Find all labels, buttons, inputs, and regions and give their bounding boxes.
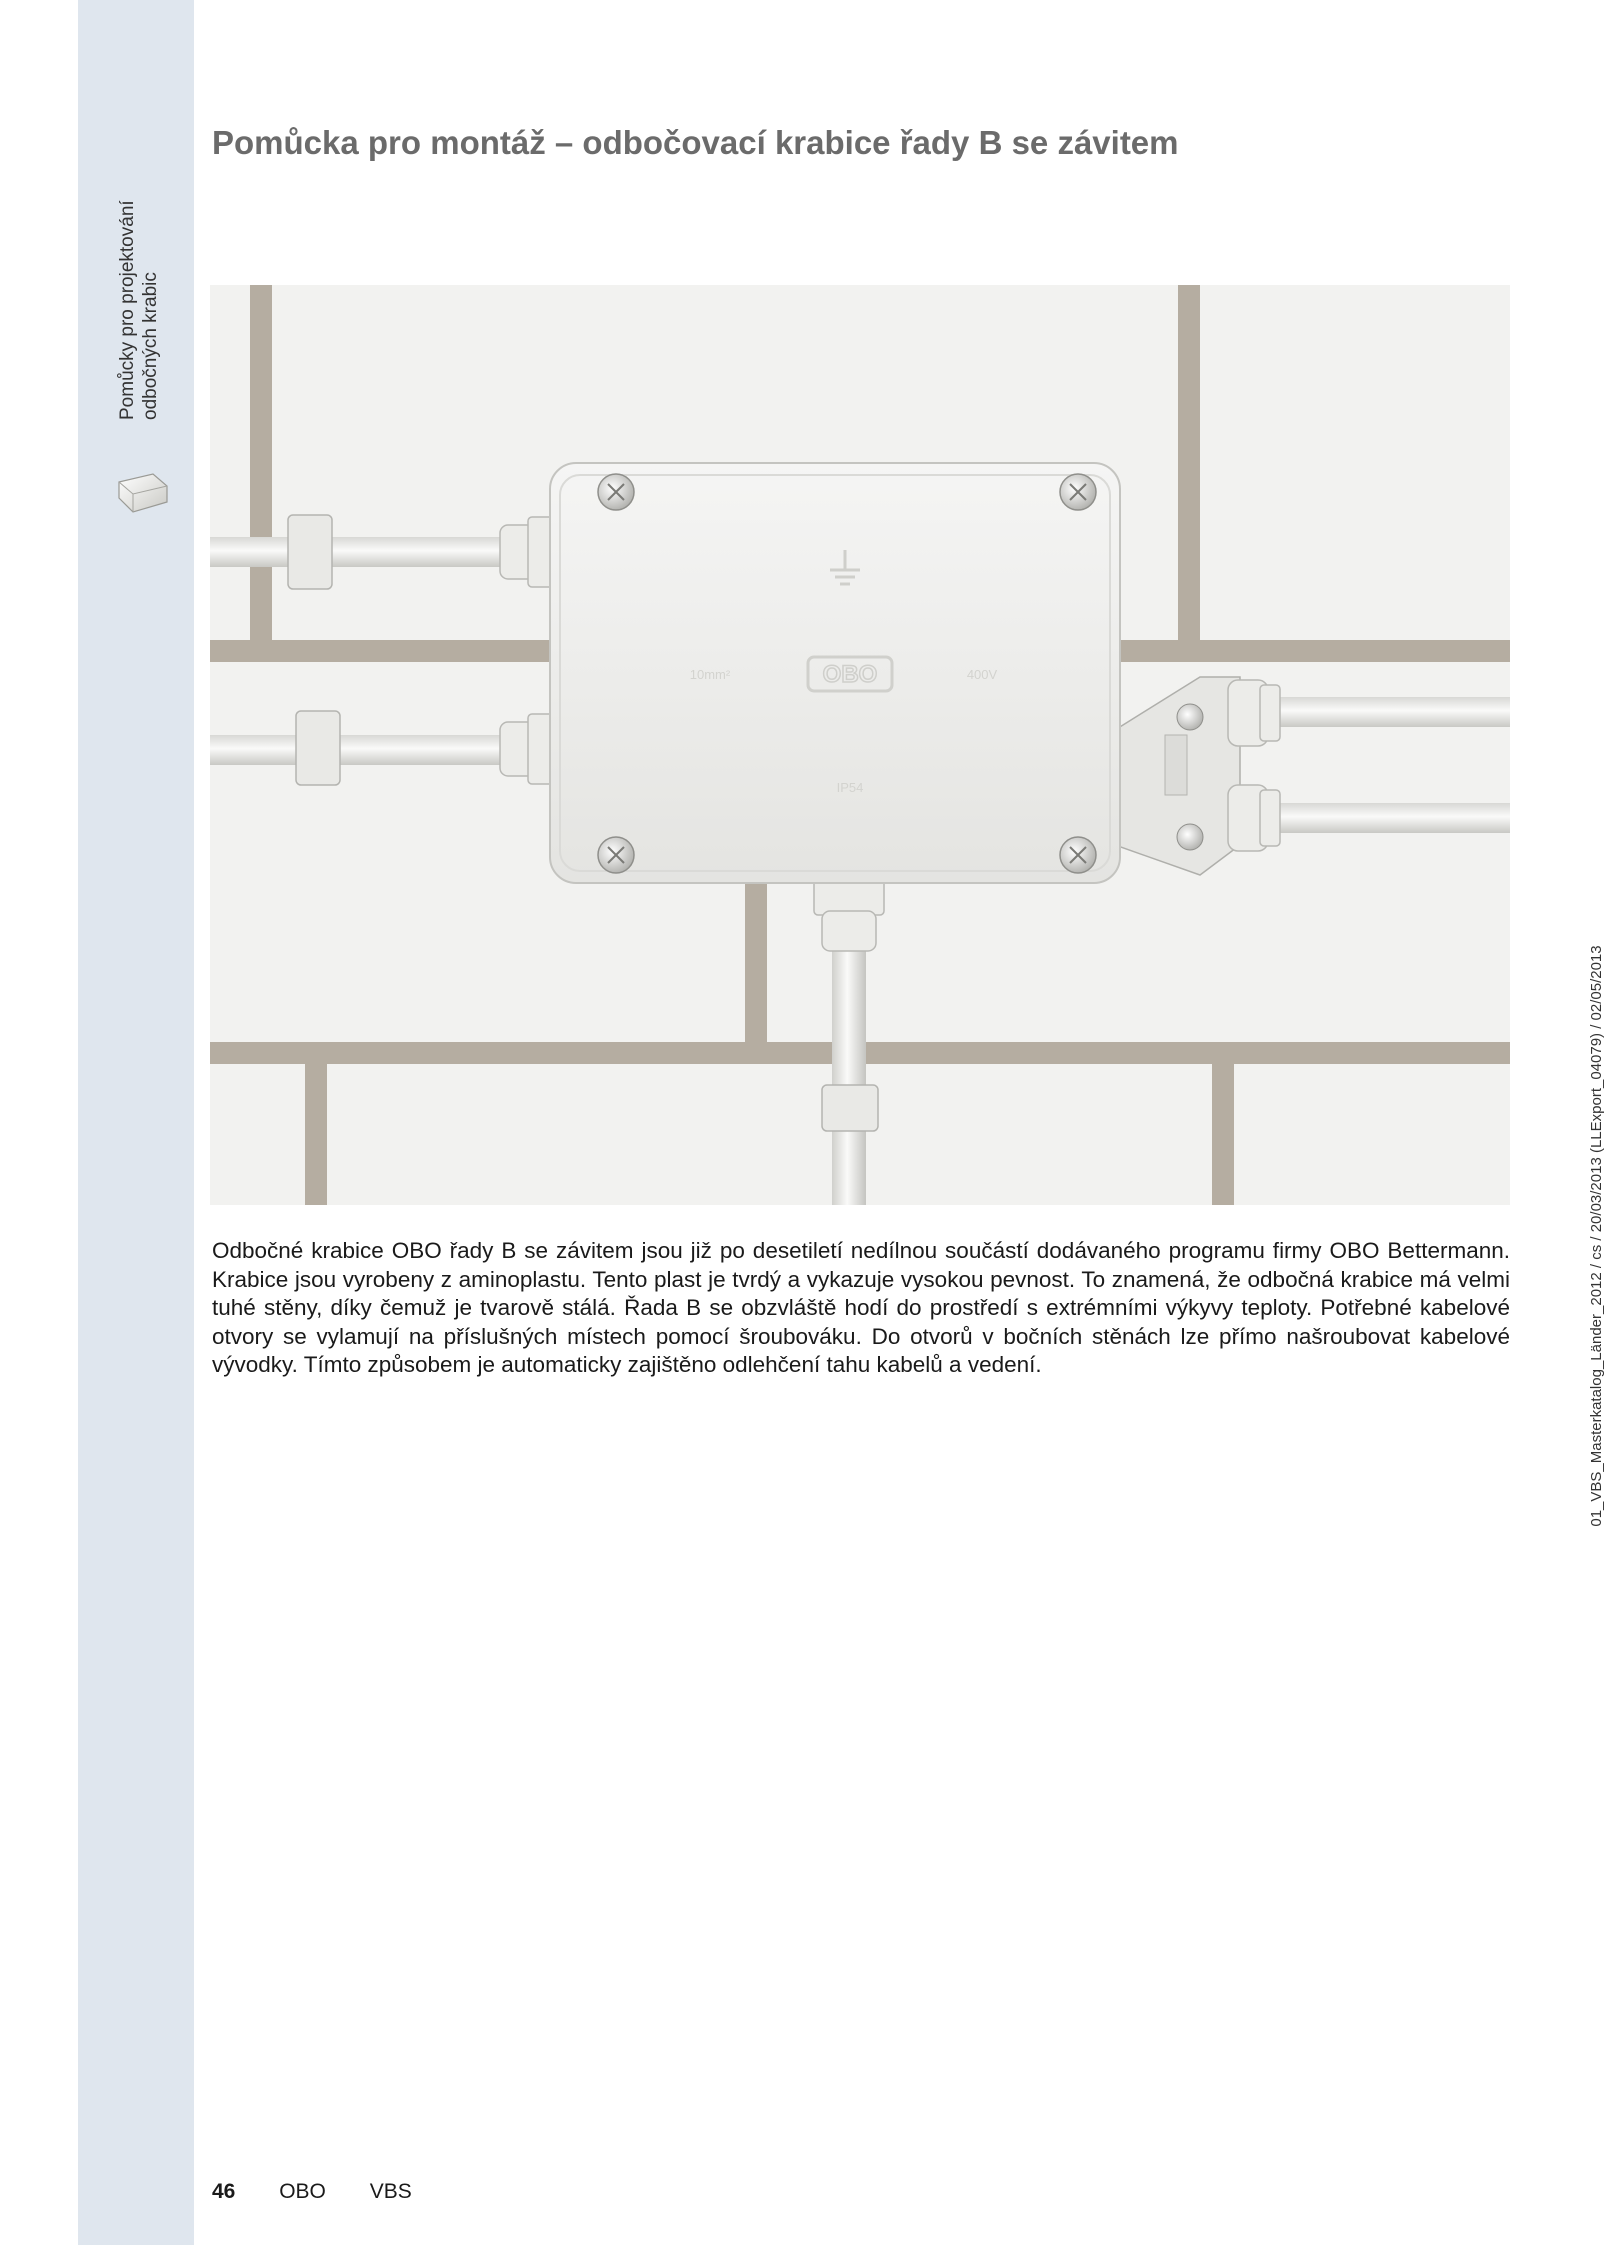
- document-meta: 01_VBS_Masterkatalog_Länder_2012 / cs / 20/03/2013 (LLExport_04079) / 02/05/2013: [1588, 945, 1605, 1527]
- description-paragraph: Odbočné krabice OBO řady B se závitem jsou již po desetiletí nedílnou součástí dodávaného programu firmy OBO Bettermann. Krabice jsou vyrobeny z aminoplastu. Tento plast je tvrdý a vykazuje vysokou pevnost. To znamená, že odbočná krabice má velmi tuhé stěny, díky čemuž je tvarově stálá. Řada B se obzvláště hodí do prostředí s extrémními výkyvy teploty. Potřebné kabelové otvory se vylamují na příslušných místech pomocí šroubováku. Do otvorů v bočních stěnách lze přímo našroubovat kabelové vývodky. Tímto způsobem je automaticky zajištěno odlehčení tahu kabelů a vedení.: [212, 1238, 1510, 1378]
- box-marking-right: 400V: [966, 667, 998, 682]
- section-label: [116, 200, 162, 420]
- page-number: 46: [212, 2180, 236, 2203]
- box-marking-bottom: IP54: [836, 780, 864, 795]
- box-marking-left: 10mm²: [689, 667, 731, 682]
- section-label-line1: Pomůcky pro projektování: [117, 200, 138, 420]
- section-label-line2: odbočných krabic: [140, 272, 161, 420]
- footer-brand: OBO: [279, 2180, 326, 2203]
- box-brand-emboss: OBO: [822, 661, 878, 688]
- footer-product-line: VBS: [369, 2180, 412, 2203]
- page-title: Pomůcka pro montáž – odbočovací krabice řady B se závitem: [212, 124, 1179, 161]
- junction-box-icon: [113, 468, 171, 516]
- junction-box-illustration: [210, 285, 1510, 1205]
- product-photo: [210, 285, 1510, 1205]
- page-footer: [212, 2180, 450, 2204]
